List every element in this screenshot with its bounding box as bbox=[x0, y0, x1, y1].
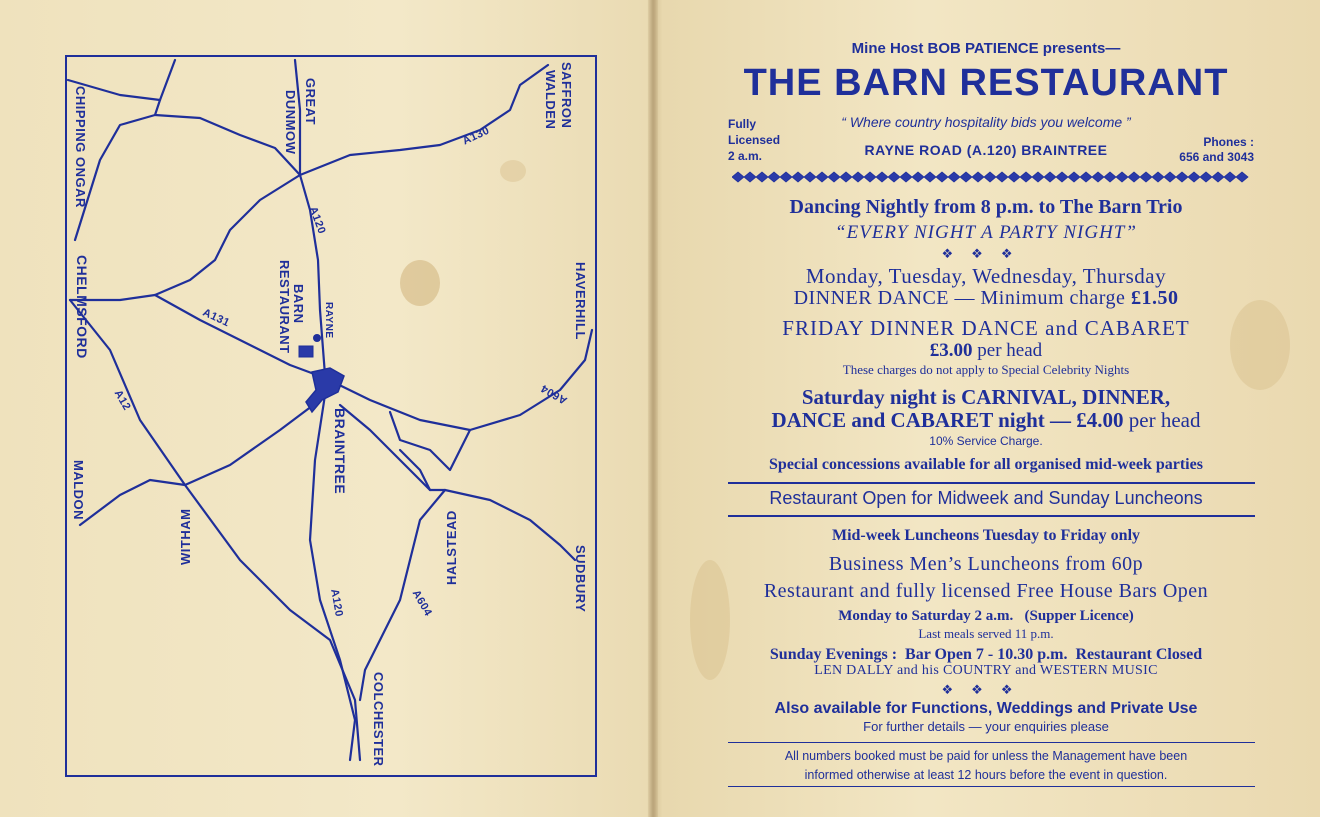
slogan: “ Where country hospitality bids you welcome ” bbox=[841, 114, 1131, 130]
address: RAYNE ROAD (A.120) BRAINTREE bbox=[864, 142, 1108, 158]
road-label-a131: A131 bbox=[200, 306, 232, 330]
hours-line: Monday to Saturday 2 a.m. (Supper Licence) bbox=[838, 608, 1134, 624]
weekdays-line: Monday, Tuesday, Wednesday, Thursday bbox=[805, 264, 1167, 288]
map-label-walden: WALDEN bbox=[543, 70, 558, 130]
saturday-text: DANCE and CABARET night — £4.00 bbox=[771, 408, 1124, 432]
road-label-a12: A12 bbox=[111, 388, 133, 413]
sunday-line: Sunday Evenings : Bar Open 7 - 10.30 p.m. Restaurant Closed bbox=[769, 646, 1203, 663]
road bbox=[70, 175, 300, 300]
map-label-saffron: SAFFRON bbox=[559, 62, 574, 129]
map-label-chipping-ongar: CHIPPING ONGAR bbox=[73, 86, 88, 208]
map-label-restaurant: RESTAURANT bbox=[277, 260, 292, 354]
per-head: per head bbox=[972, 340, 1043, 361]
map-label-witham: WITHAM bbox=[178, 508, 193, 565]
footer-line-1: All numbers booked must be paid for unless the Management have been bbox=[784, 749, 1188, 763]
celebrity-note: These charges do not apply to Special Celebrity Nights bbox=[842, 362, 1130, 377]
host-line: Mine Host BOB PATIENCE presents— bbox=[851, 40, 1121, 57]
map-label-colchester: COLCHESTER bbox=[371, 672, 386, 767]
road bbox=[445, 490, 575, 560]
map-label-halstead: HALSTEAD bbox=[444, 510, 459, 585]
road bbox=[70, 300, 360, 760]
dinner-dance-price: £1.50 bbox=[1130, 287, 1179, 309]
music-line: LEN DALLY and his COUNTRY and WESTERN MUSIC bbox=[814, 663, 1158, 678]
road bbox=[325, 330, 592, 430]
map-label-braintree: BRAINTREE bbox=[332, 408, 348, 495]
road bbox=[300, 65, 548, 175]
map-label-dunmow: DUNMOW bbox=[283, 90, 298, 155]
luncheon-banner: Restaurant Open for Midweek and Sunday Luncheons bbox=[769, 488, 1203, 508]
last-meals-line: Last meals served 11 p.m. bbox=[918, 626, 1054, 641]
map-label-haverhill: HAVERHILL bbox=[573, 262, 588, 340]
licensed-line: Licensed bbox=[728, 133, 781, 147]
dancing-headline: Dancing Nightly from 8 p.m. to The Barn Trio bbox=[789, 196, 1183, 218]
footer-section bbox=[652, 0, 1320, 817]
restaurant-title: THE BARN RESTAURANT bbox=[743, 62, 1229, 104]
map-label-sudbury: SUDBURY bbox=[573, 545, 588, 613]
map-label-chelmsford: CHELMSFORD bbox=[74, 255, 90, 359]
bars-line: Restaurant and fully licensed Free House Bars Open bbox=[763, 580, 1209, 602]
phones-number: 656 and 3043 bbox=[1179, 150, 1254, 164]
details-line: For further details — your enquiries please bbox=[863, 719, 1109, 734]
ornament: ❖❖❖ bbox=[941, 246, 1031, 261]
footer-line-2: informed otherwise at least 12 hours before the event in question. bbox=[804, 768, 1168, 782]
braintree-town-icon bbox=[306, 368, 344, 412]
map-label-maldon: MALDON bbox=[71, 460, 86, 521]
barn-restaurant-icon bbox=[299, 346, 313, 357]
map-label-rayne: RAYNE bbox=[323, 302, 334, 339]
map-panel bbox=[0, 0, 652, 817]
licensed-line: Fully bbox=[728, 117, 757, 131]
rayne-dot-icon bbox=[313, 334, 321, 342]
saturday-per-head: per head bbox=[1123, 408, 1201, 432]
business-line: Business Men’s Luncheons from 60p bbox=[828, 553, 1144, 575]
road bbox=[80, 480, 185, 525]
map-label-barn: BARN bbox=[291, 284, 306, 324]
map-label-great: GREAT bbox=[303, 78, 318, 126]
friday-price: £3.00 bbox=[929, 340, 973, 361]
road bbox=[185, 400, 320, 485]
road bbox=[300, 175, 325, 375]
dinner-dance-text: DINNER DANCE — Minimum charge bbox=[793, 287, 1131, 309]
road-label-a120-north: A120 bbox=[306, 205, 328, 236]
concessions-line: Special concessions available for all organised mid-week parties bbox=[769, 456, 1203, 473]
road-label-a604-south: A604 bbox=[409, 588, 435, 619]
phones-label: Phones : bbox=[1203, 135, 1254, 149]
ornament: ❖❖❖ bbox=[941, 682, 1031, 697]
friday-line: FRIDAY DINNER DANCE and CABARET bbox=[782, 316, 1190, 340]
road-label-a604-east: A604 bbox=[538, 381, 570, 407]
functions-line: Also available for Functions, Weddings and Private Use bbox=[774, 700, 1198, 717]
road-label-a130: A130 bbox=[460, 124, 492, 148]
licensed-line: 2 a.m. bbox=[728, 149, 763, 163]
party-slogan: “EVERY NIGHT A PARTY NIGHT” bbox=[835, 222, 1137, 243]
road bbox=[155, 115, 300, 175]
road bbox=[360, 490, 445, 700]
saturday-line-1: Saturday night is CARNIVAL, DINNER, bbox=[801, 385, 1171, 409]
road-label-a120-south: A120 bbox=[328, 588, 345, 618]
service-charge: 10% Service Charge. bbox=[929, 434, 1043, 448]
midweek-line: Mid-week Luncheons Tuesday to Friday only bbox=[831, 527, 1141, 544]
